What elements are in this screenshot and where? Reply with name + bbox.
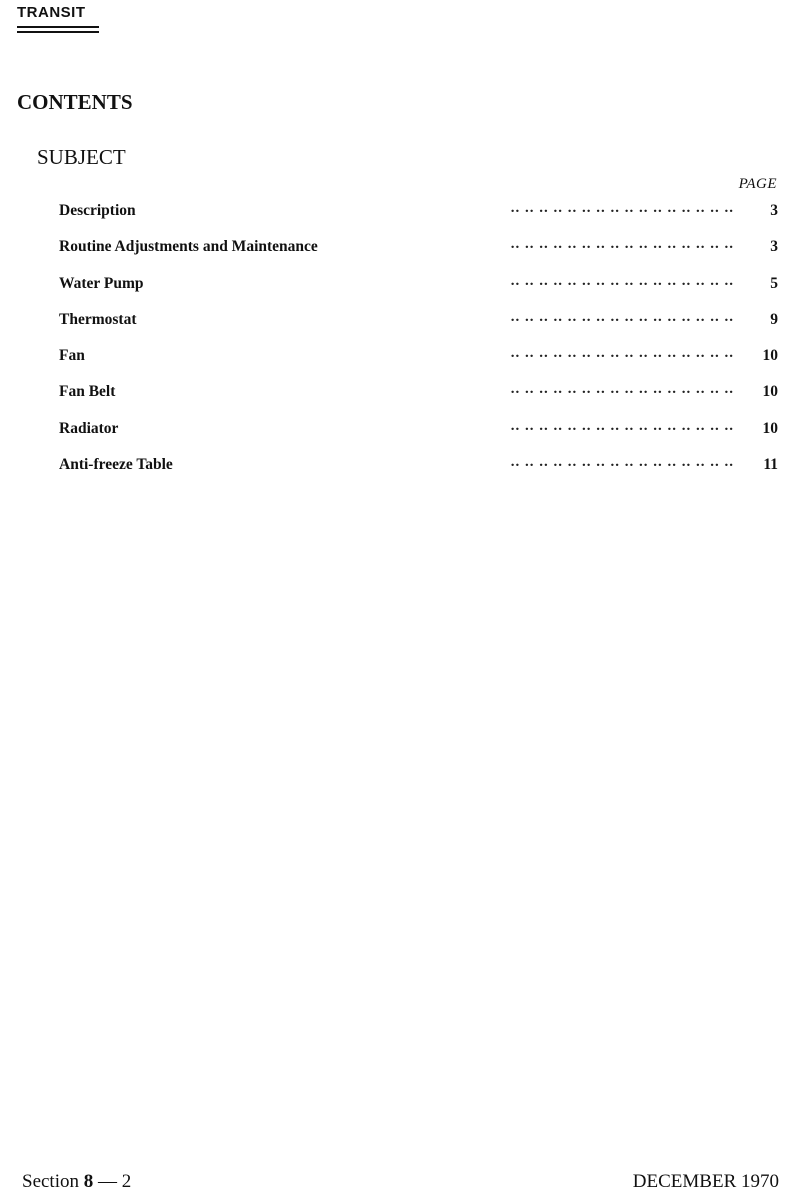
toc-entry <box>59 381 778 417</box>
toc-entry <box>59 345 778 381</box>
dot-leader: .. .. .. .. .. .. .. .. .. .. .. .. .. .. .. .. <box>510 345 734 362</box>
toc-entry-title: Water Pump <box>59 275 150 293</box>
brand-underline <box>17 26 99 28</box>
toc-entry <box>59 454 778 490</box>
table-of-contents <box>59 200 778 490</box>
toc-entry <box>59 309 778 345</box>
toc-entry-page: 5 <box>770 274 778 292</box>
brand-underline-secondary <box>17 31 99 33</box>
footer-page-in-section: 2 <box>121 1171 132 1192</box>
page-column-heading: PAGE <box>738 176 777 192</box>
toc-entry-page: 10 <box>762 383 778 401</box>
toc-entry-page: 10 <box>762 419 778 437</box>
toc-entry-page: 9 <box>770 310 778 328</box>
toc-entry-title: Routine Adjustments and Maintenance <box>59 238 324 256</box>
toc-entry <box>59 418 778 454</box>
dot-leader: .. .. .. .. .. .. .. .. .. .. .. .. .. .. .. .. <box>510 308 734 325</box>
toc-entry-page: 10 <box>762 347 778 365</box>
toc-entry-title: Description <box>59 202 142 220</box>
toc-entry-title: Fan <box>59 347 91 365</box>
dot-leader: .. .. .. .. .. .. .. .. .. .. .. .. .. .. .. .. <box>510 236 734 253</box>
dot-leader: .. .. .. .. .. .. .. .. .. .. .. .. .. .. .. .. <box>510 417 734 434</box>
footer-section-label: Section <box>22 1171 79 1192</box>
toc-entry-page: 11 <box>763 456 778 474</box>
toc-entry-page: 3 <box>770 238 778 256</box>
toc-entry-title: Fan Belt <box>59 383 121 401</box>
toc-entry <box>59 200 778 236</box>
footer-separator: — <box>98 1171 117 1192</box>
toc-entry <box>59 236 778 272</box>
dot-leader: .. .. .. .. .. .. .. .. .. .. .. .. .. .. .. .. <box>510 381 734 398</box>
footer-section-reference <box>22 1171 131 1193</box>
footer-section-number: 8 <box>83 1171 94 1192</box>
dot-leader: .. .. .. .. .. .. .. .. .. .. .. .. .. .. .. .. <box>510 272 734 289</box>
subject-heading: SUBJECT <box>37 145 126 169</box>
toc-entry-title: Thermostat <box>59 311 143 329</box>
dot-leader: .. .. .. .. .. .. .. .. .. .. .. .. .. .. .. .. <box>510 200 734 216</box>
toc-entry-title: Radiator <box>59 420 124 438</box>
toc-entry-title: Anti-freeze Table <box>59 456 179 474</box>
toc-entry-page: 3 <box>770 202 778 219</box>
contents-heading: CONTENTS <box>17 90 133 114</box>
dot-leader: .. .. .. .. .. .. .. .. .. .. .. .. .. .. .. .. <box>510 454 734 471</box>
footer-date: DECEMBER 1970 <box>632 1171 779 1192</box>
brand-title: TRANSIT <box>17 4 86 21</box>
toc-entry <box>59 273 778 309</box>
